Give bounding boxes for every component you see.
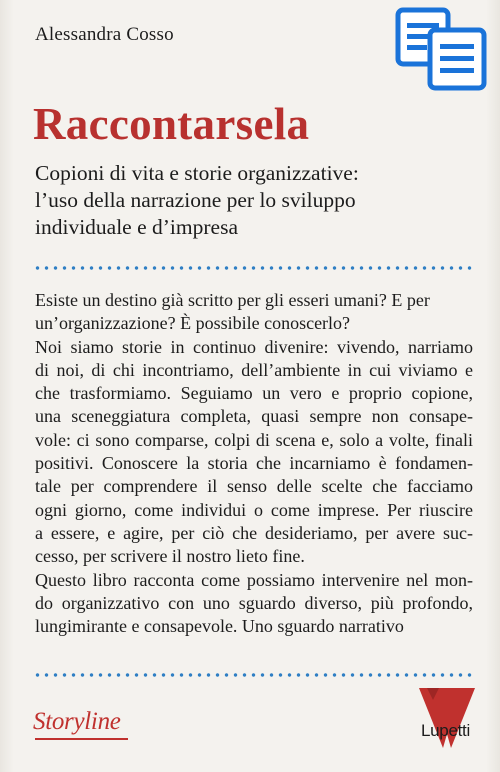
blurb-line: Noi siamo storie in continuo divenire: vivendo, narriamo	[35, 336, 473, 357]
subtitle-line: l’uso della narrazione per lo sviluppo	[35, 188, 356, 212]
blurb-line: positivi. Conoscere la storia che incarniamo è fondamen-	[35, 453, 473, 474]
book-title: Raccontarsela	[33, 99, 310, 149]
blurb-line: ogni giorno, come individui o come imprese. Per riuscire	[35, 499, 473, 520]
blurb-line: Questo libro racconta come possiamo intervenire nel mon-	[35, 569, 473, 590]
blurb-line: a essere, e agire, per ciò che desideriamo, per avere suc-	[35, 522, 473, 543]
series-logo: Storyline	[33, 708, 121, 735]
blurb-line: cesso, per scrivere il nostro lieto fine.	[35, 546, 305, 567]
blurb-line: vole: ci sono comparse, colpi di scena e, solo a volte, finali	[35, 429, 473, 450]
publisher-name: Lupetti	[421, 721, 470, 740]
documents-icon[interactable]	[394, 6, 490, 92]
blurb-text	[35, 289, 473, 638]
blurb-line: un’organizzazione? È possibile conoscerlo?	[35, 313, 351, 334]
book-subtitle	[35, 160, 475, 241]
subtitle-line: individuale e d’impresa	[35, 215, 238, 239]
blurb-line: di noi, di chi incontriamo, dell’ambiente in cui viviamo e	[35, 359, 473, 380]
subtitle-line: Copioni di vita e storie organizzative:	[35, 161, 359, 185]
blurb-line: lungimirante e consapevole. Uno sguardo narrativo	[35, 616, 404, 637]
blurb-line: che trasformiamo. Seguiamo un vero e proprio copione,	[35, 383, 473, 404]
series-underline	[35, 738, 128, 740]
dotted-divider-bottom	[33, 673, 473, 677]
blurb-line: Esiste un destino già scritto per gli esseri umani? E per	[35, 290, 430, 310]
dotted-divider-top	[33, 266, 473, 270]
blurb-line: una sceneggiatura completa, quasi sempre non consape-	[35, 406, 473, 427]
author-name: Alessandra Cosso	[35, 24, 174, 45]
blurb-line: do organizzativo con uno sguardo diverso, più profondo,	[35, 592, 473, 613]
blurb-line: tale per comprendere il senso delle scelte che facciamo	[35, 476, 473, 497]
